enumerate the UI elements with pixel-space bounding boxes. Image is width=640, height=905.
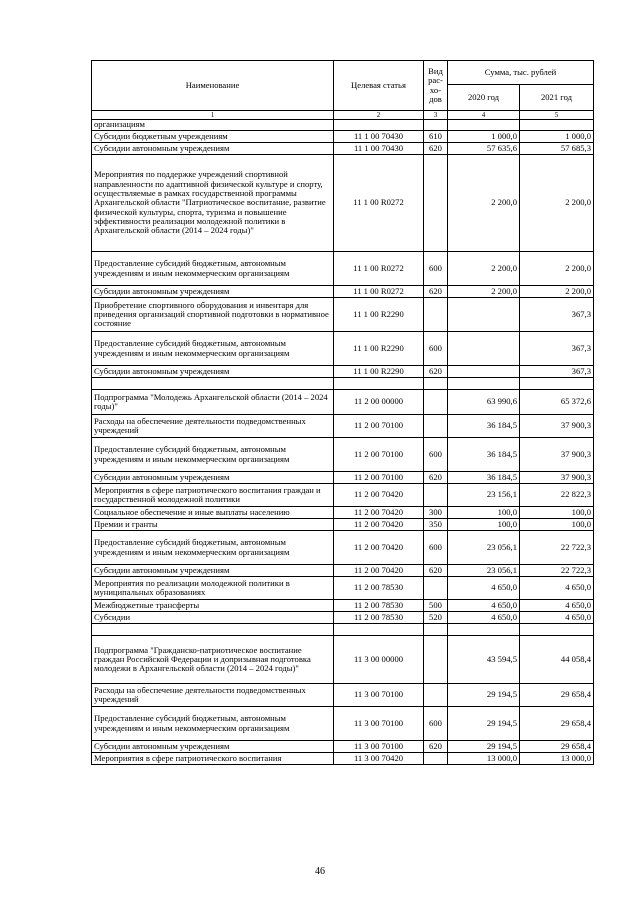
row-amount-2020-cell [448, 624, 520, 636]
row-amount-2021-cell: 44 058,4 [520, 636, 594, 684]
row-amount-2021-cell [520, 120, 594, 131]
row-expense-type-cell: 620 [424, 143, 448, 155]
row-target-article-cell: 11 1 00 R0272 [334, 155, 424, 252]
row-target-article-cell [334, 378, 424, 390]
table-row [92, 415, 594, 438]
row-name-cell: Премии и гранты [92, 519, 334, 531]
row-name-cell: Мероприятия в сфере патриотического воспитания граждан и государственной молодежной политики [92, 484, 334, 507]
row-target-article-cell: 11 2 00 78530 [334, 612, 424, 624]
table-row [92, 753, 594, 765]
row-target-article-cell: 11 1 00 R2290 [334, 366, 424, 378]
row-name-cell: Предоставление субсидий бюджетным, автономным учреждениям и иным некоммерческим организациям [92, 531, 334, 565]
header-year-2021: 2021 год [520, 85, 594, 111]
row-amount-2021-cell: 22 722,3 [520, 565, 594, 577]
row-expense-type-cell: 520 [424, 612, 448, 624]
row-amount-2020-cell [448, 366, 520, 378]
budget-table [91, 60, 594, 765]
row-amount-2020-cell: 2 200,0 [448, 155, 520, 252]
row-amount-2020-cell: 36 184,5 [448, 472, 520, 484]
row-expense-type-cell: 600 [424, 531, 448, 565]
row-expense-type-cell [424, 415, 448, 438]
table-row [92, 143, 594, 155]
table-row [92, 484, 594, 507]
row-amount-2020-cell: 43 594,5 [448, 636, 520, 684]
row-amount-2021-cell: 4 650,0 [520, 577, 594, 600]
table-row [92, 298, 594, 332]
row-amount-2021-cell [520, 378, 594, 390]
table-row [92, 472, 594, 484]
row-name-cell: Субсидии автономным учреждениям [92, 741, 334, 753]
row-target-article-cell [334, 624, 424, 636]
row-target-article-cell: 11 2 00 70100 [334, 472, 424, 484]
row-target-article-cell: 11 1 00 R2290 [334, 332, 424, 366]
row-name-cell: Расходы на обеспечение деятельности подведомственных учреждений [92, 684, 334, 707]
row-expense-type-cell: 300 [424, 507, 448, 519]
row-target-article-cell: 11 3 00 00000 [334, 636, 424, 684]
header-target-article: Целевая статья [334, 61, 424, 111]
table-header [92, 61, 594, 120]
row-expense-type-cell: 610 [424, 131, 448, 143]
row-amount-2020-cell: 29 194,5 [448, 741, 520, 753]
table-row [92, 519, 594, 531]
row-expense-type-cell [424, 390, 448, 415]
row-amount-2021-cell: 29 658,4 [520, 741, 594, 753]
row-amount-2020-cell: 13 000,0 [448, 753, 520, 765]
row-amount-2020-cell: 36 184,5 [448, 438, 520, 472]
row-target-article-cell: 11 1 00 R2290 [334, 298, 424, 332]
column-index: 1 [92, 111, 334, 120]
row-target-article-cell [334, 120, 424, 131]
row-amount-2021-cell: 4 650,0 [520, 600, 594, 612]
table-row [92, 577, 594, 600]
row-amount-2021-cell: 37 900,3 [520, 415, 594, 438]
table-row [92, 624, 594, 636]
row-amount-2021-cell: 367,3 [520, 332, 594, 366]
row-target-article-cell: 11 3 00 70100 [334, 684, 424, 707]
row-name-cell: Субсидии автономным учреждениям [92, 366, 334, 378]
row-amount-2020-cell: 100,0 [448, 507, 520, 519]
row-expense-type-cell: 620 [424, 565, 448, 577]
row-amount-2020-cell: 63 990,6 [448, 390, 520, 415]
row-amount-2021-cell [520, 624, 594, 636]
row-name-cell: Субсидии автономным учреждениям [92, 472, 334, 484]
table-row [92, 286, 594, 298]
row-amount-2020-cell: 23 056,1 [448, 531, 520, 565]
table-body [92, 120, 594, 765]
row-name-cell: Межбюджетные трансферты [92, 600, 334, 612]
row-amount-2020-cell: 2 200,0 [448, 286, 520, 298]
table-row [92, 636, 594, 684]
table-row [92, 741, 594, 753]
header-year-2020: 2020 год [448, 85, 520, 111]
table-row [92, 507, 594, 519]
table-row [92, 120, 594, 131]
table-row [92, 252, 594, 286]
row-amount-2020-cell: 100,0 [448, 519, 520, 531]
row-expense-type-cell: 600 [424, 252, 448, 286]
row-name-cell: Предоставление субсидий бюджетным, автономным учреждениям и иным некоммерческим организациям [92, 332, 334, 366]
row-expense-type-cell [424, 120, 448, 131]
row-target-article-cell: 11 2 00 70100 [334, 438, 424, 472]
table-row [92, 438, 594, 472]
row-amount-2020-cell [448, 298, 520, 332]
row-expense-type-cell [424, 577, 448, 600]
row-amount-2021-cell: 2 200,0 [520, 286, 594, 298]
row-name-cell: Предоставление субсидий бюджетным, автономным учреждениям и иным некоммерческим организациям [92, 707, 334, 741]
row-expense-type-cell: 600 [424, 707, 448, 741]
header-sum: Сумма, тыс. рублей [448, 61, 594, 85]
row-target-article-cell: 11 3 00 70420 [334, 753, 424, 765]
row-expense-type-cell [424, 624, 448, 636]
row-amount-2021-cell: 1 000,0 [520, 131, 594, 143]
header-expense-type: Вид рас-хо-дов [424, 61, 448, 111]
row-target-article-cell: 11 1 00 70430 [334, 143, 424, 155]
row-amount-2021-cell: 57 685,3 [520, 143, 594, 155]
row-amount-2021-cell: 4 650,0 [520, 612, 594, 624]
column-index: 3 [424, 111, 448, 120]
row-amount-2020-cell [448, 378, 520, 390]
row-target-article-cell: 11 2 00 70420 [334, 519, 424, 531]
row-expense-type-cell: 620 [424, 366, 448, 378]
row-amount-2021-cell: 13 000,0 [520, 753, 594, 765]
row-amount-2021-cell: 367,3 [520, 298, 594, 332]
table-row [92, 378, 594, 390]
row-amount-2021-cell: 29 658,4 [520, 707, 594, 741]
row-amount-2020-cell: 29 194,5 [448, 707, 520, 741]
row-name-cell: Субсидии [92, 612, 334, 624]
row-amount-2021-cell: 100,0 [520, 507, 594, 519]
row-name-cell: Мероприятия в сфере патриотического воспитания [92, 753, 334, 765]
header-name: Наименование [92, 61, 334, 111]
row-expense-type-cell [424, 636, 448, 684]
table-row [92, 565, 594, 577]
row-target-article-cell: 11 3 00 70100 [334, 741, 424, 753]
table-row [92, 390, 594, 415]
column-index: 5 [520, 111, 594, 120]
row-amount-2020-cell: 4 650,0 [448, 577, 520, 600]
row-amount-2021-cell: 22 822,3 [520, 484, 594, 507]
row-amount-2021-cell: 100,0 [520, 519, 594, 531]
row-name-cell: Социальное обеспечение и иные выплаты населению [92, 507, 334, 519]
row-target-article-cell: 11 2 00 70420 [334, 507, 424, 519]
row-expense-type-cell [424, 378, 448, 390]
row-target-article-cell: 11 2 00 78530 [334, 600, 424, 612]
row-amount-2021-cell: 37 900,3 [520, 472, 594, 484]
row-expense-type-cell: 620 [424, 286, 448, 298]
table-row [92, 612, 594, 624]
row-amount-2020-cell: 23 156,1 [448, 484, 520, 507]
row-amount-2021-cell: 367,3 [520, 366, 594, 378]
row-name-cell: Субсидии автономным учреждениям [92, 565, 334, 577]
row-expense-type-cell [424, 155, 448, 252]
row-amount-2020-cell: 29 194,5 [448, 684, 520, 707]
row-expense-type-cell: 620 [424, 472, 448, 484]
row-expense-type-cell: 500 [424, 600, 448, 612]
row-amount-2020-cell: 2 200,0 [448, 252, 520, 286]
table-row [92, 131, 594, 143]
row-amount-2021-cell: 65 372,6 [520, 390, 594, 415]
row-name-cell [92, 378, 334, 390]
row-name-cell: Приобретение спортивного оборудования и инвентаря для приведения организаций спортивной подготовки в нормативное состояние [92, 298, 334, 332]
column-index: 4 [448, 111, 520, 120]
table-row [92, 707, 594, 741]
table-row [92, 531, 594, 565]
row-name-cell: Расходы на обеспечение деятельности подведомственных учреждений [92, 415, 334, 438]
row-target-article-cell: 11 2 00 70420 [334, 531, 424, 565]
row-amount-2020-cell: 57 635,6 [448, 143, 520, 155]
row-amount-2020-cell: 1 000,0 [448, 131, 520, 143]
column-index: 2 [334, 111, 424, 120]
row-name-cell: Подпрограмма "Гражданско-патриотическое воспитание граждан Российской Федерации и допризывная подготовка молодежи в Архангельской области (2014 – 2024 годы)" [92, 636, 334, 684]
row-target-article-cell: 11 2 00 00000 [334, 390, 424, 415]
row-name-cell: Мероприятия по реализации молодежной политики в муниципальных образованиях [92, 577, 334, 600]
table-row [92, 600, 594, 612]
row-amount-2021-cell: 2 200,0 [520, 155, 594, 252]
row-name-cell: организациям [92, 120, 334, 131]
row-amount-2021-cell: 2 200,0 [520, 252, 594, 286]
row-amount-2020-cell: 36 184,5 [448, 415, 520, 438]
row-amount-2020-cell: 4 650,0 [448, 612, 520, 624]
row-expense-type-cell [424, 484, 448, 507]
row-amount-2020-cell [448, 120, 520, 131]
row-name-cell: Подпрограмма "Молодежь Архангельской области (2014 – 2024 годы)" [92, 390, 334, 415]
row-name-cell: Мероприятия по поддержке учреждений спортивной направленности по адаптивной физической культуре и спорту, осуществляемые в рамках государственной программы Архангельской области "Патриотическое воспитание, развитие физической культуры, спорта, туризма и повышение эффективности реализации молодежной политики в Архангельской области (2014 – 2024 годы)" [92, 155, 334, 252]
row-expense-type-cell [424, 298, 448, 332]
row-amount-2021-cell: 37 900,3 [520, 438, 594, 472]
row-amount-2020-cell [448, 332, 520, 366]
table-row [92, 684, 594, 707]
row-amount-2021-cell: 22 722,3 [520, 531, 594, 565]
table-row [92, 332, 594, 366]
row-expense-type-cell: 600 [424, 332, 448, 366]
row-amount-2021-cell: 29 658,4 [520, 684, 594, 707]
row-expense-type-cell: 620 [424, 741, 448, 753]
row-target-article-cell: 11 1 00 R0272 [334, 252, 424, 286]
row-name-cell [92, 624, 334, 636]
row-name-cell: Субсидии бюджетным учреждениям [92, 131, 334, 143]
row-target-article-cell: 11 2 00 78530 [334, 577, 424, 600]
row-target-article-cell: 11 1 00 R0272 [334, 286, 424, 298]
row-name-cell: Субсидии автономным учреждениям [92, 143, 334, 155]
page-number: 46 [315, 866, 325, 877]
table-row [92, 366, 594, 378]
row-name-cell: Предоставление субсидий бюджетным, автономным учреждениям и иным некоммерческим организациям [92, 252, 334, 286]
column-index-row [92, 111, 594, 120]
row-target-article-cell: 11 2 00 70100 [334, 415, 424, 438]
row-expense-type-cell: 600 [424, 438, 448, 472]
row-expense-type-cell [424, 753, 448, 765]
row-target-article-cell: 11 2 00 70420 [334, 565, 424, 577]
row-target-article-cell: 11 2 00 70420 [334, 484, 424, 507]
row-name-cell: Предоставление субсидий бюджетным, автономным учреждениям и иным некоммерческим организациям [92, 438, 334, 472]
row-expense-type-cell [424, 684, 448, 707]
row-target-article-cell: 11 3 00 70100 [334, 707, 424, 741]
row-target-article-cell: 11 1 00 70430 [334, 131, 424, 143]
table-row [92, 155, 594, 252]
row-expense-type-cell: 350 [424, 519, 448, 531]
row-name-cell: Субсидии автономным учреждениям [92, 286, 334, 298]
row-amount-2020-cell: 4 650,0 [448, 600, 520, 612]
row-amount-2020-cell: 23 056,1 [448, 565, 520, 577]
